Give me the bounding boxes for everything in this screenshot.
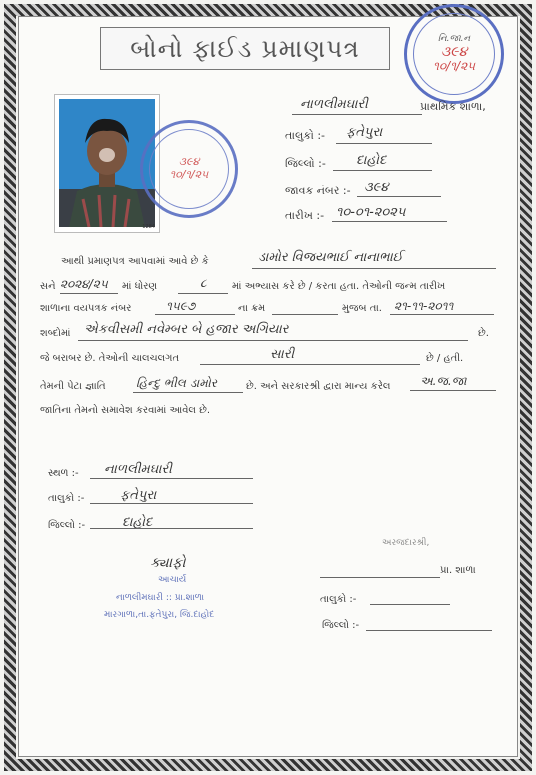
place-line	[90, 478, 253, 479]
school-seal-photo	[140, 120, 238, 218]
outward-line	[357, 196, 441, 197]
district-line	[333, 170, 432, 171]
district-value: દાહોદ	[356, 153, 387, 168]
dob-words-line	[78, 340, 468, 341]
taluka2-value: ફતેપુરા	[120, 488, 157, 503]
district2-line	[90, 528, 253, 529]
student-name: ડામોર વિજયભાઈ નાનાભાઈ	[258, 250, 403, 265]
subcaste-line	[133, 392, 243, 393]
body-conduct-suffix: છે / હતી.	[426, 353, 464, 364]
category-line	[410, 390, 496, 391]
body-study-text: માં અભ્યાસ કરે છે / કરતા હતા. તેઓની જન્મ તારીખ	[232, 281, 446, 292]
seal-photo-date: ૧૦/૧/૨૫	[169, 168, 209, 181]
category-value: અ.જ.જા	[420, 374, 467, 388]
district2-value: દાહોદ	[122, 515, 153, 530]
principal-signature: ક્યાફો	[150, 555, 186, 571]
right-taluka-line	[370, 604, 450, 605]
dob-in-words: એકવીસમી નવેમ્બર બે હજાર અગિયાર	[84, 322, 289, 337]
subcaste-value: હિન્દુ ભીલ ડામોર	[136, 376, 217, 390]
body-intro: આથી પ્રમાણપત્ર આપવામાં આવે છે કે	[61, 256, 209, 267]
conduct-line	[200, 364, 420, 365]
serial-line	[272, 314, 338, 315]
place-value: નાળલીમઘારી	[104, 462, 172, 477]
body-subcaste-prefix: તેમની પેટા જ્ઞાતિ	[40, 381, 106, 392]
right-taluka-label: તાલુકો :-	[320, 594, 357, 605]
seal-top-date: ૧૦/૧/૨૫	[433, 59, 475, 74]
certificate-title: બોનો ફાઈડ પ્રમાણપત્ર	[100, 27, 390, 70]
seal-top-label: નિ.જા.ન	[437, 33, 471, 44]
school-seal-top	[404, 4, 504, 104]
body-category-prefix: છે. અને સરકારશ્રી દ્વારા માન્ય કરેલ	[246, 381, 391, 392]
date-line	[332, 221, 447, 222]
school-name-line	[292, 114, 422, 115]
body-conduct-prefix: જે બરાબર છે. તેઓની ચાલચલગત	[40, 353, 180, 364]
principal-address: મારગાળા,તા.ફતેપુરા, જિ.દાહોદ	[104, 610, 215, 620]
right-school-line	[320, 577, 440, 578]
right-school-suffix: પ્રા. શાળા	[440, 565, 476, 576]
taluka-line	[336, 143, 432, 144]
dob-line	[390, 314, 494, 315]
taluka2-label: તાલુકો :-	[48, 493, 85, 504]
conduct-value: સારી	[270, 347, 295, 362]
body-words-prefix: શબ્દોમાં	[40, 328, 71, 339]
outward-value: ૩૯૪	[364, 180, 389, 195]
body-register-prefix: શાળાના વયપત્રક નંબર	[40, 303, 132, 314]
standard-value: ૮	[200, 276, 207, 290]
body-serial-label: ના ક્રમ	[238, 303, 266, 314]
principal-title: આચાર્ય	[158, 575, 187, 585]
body-year-prefix: સને	[40, 281, 56, 292]
year-line	[60, 293, 118, 294]
right-district-label: જિલ્લો :-	[322, 620, 360, 631]
school-name-value: નાળલીમઘારી	[300, 97, 368, 112]
photo-number: 1284	[142, 224, 155, 230]
academic-year: ૨૦૨૪/૨૫	[60, 277, 108, 291]
taluka-value: ફતેપુરા	[346, 125, 383, 140]
school-type-label: પ્રાથમિક શાળા,	[420, 100, 486, 113]
body-words-suffix: છે.	[478, 328, 489, 339]
seal-top-number: ૩૯૪	[440, 44, 468, 61]
date-label: તારીખ :-	[285, 209, 325, 222]
register-number: ૧૫૯૭	[166, 299, 196, 313]
district-label: જિલ્લો :-	[285, 157, 326, 170]
body-dob-prefix: મુજબ તા.	[342, 303, 382, 314]
standard-line	[178, 293, 228, 294]
taluka-label: તાલુકો :-	[285, 129, 325, 142]
body-conclusion: જાતિના તેમનો સમાવેશ કરવામાં આવેલ છે.	[40, 405, 211, 416]
principal-school: નાળલીમઘારી :: પ્રા.શાળા	[116, 593, 205, 603]
student-name-line	[252, 268, 496, 269]
body-standard-prefix: માં ધોરણ	[122, 281, 158, 292]
date-value: ૧૦-૦૧-૨૦૨૫	[336, 205, 406, 220]
district2-label: જિલ્લો :-	[48, 520, 86, 531]
outward-label: જાવક નંબર :-	[285, 184, 351, 197]
applicant-label: અરજદારશ્રી,	[382, 538, 430, 548]
place-label: સ્થળ :-	[48, 468, 79, 479]
register-line	[155, 314, 235, 315]
right-district-line	[366, 630, 492, 631]
taluka2-line	[90, 503, 253, 504]
date-of-birth: ૨૧-૧૧-૨૦૧૧	[394, 299, 454, 313]
seal-photo-number: ૩૯૪	[178, 155, 200, 169]
